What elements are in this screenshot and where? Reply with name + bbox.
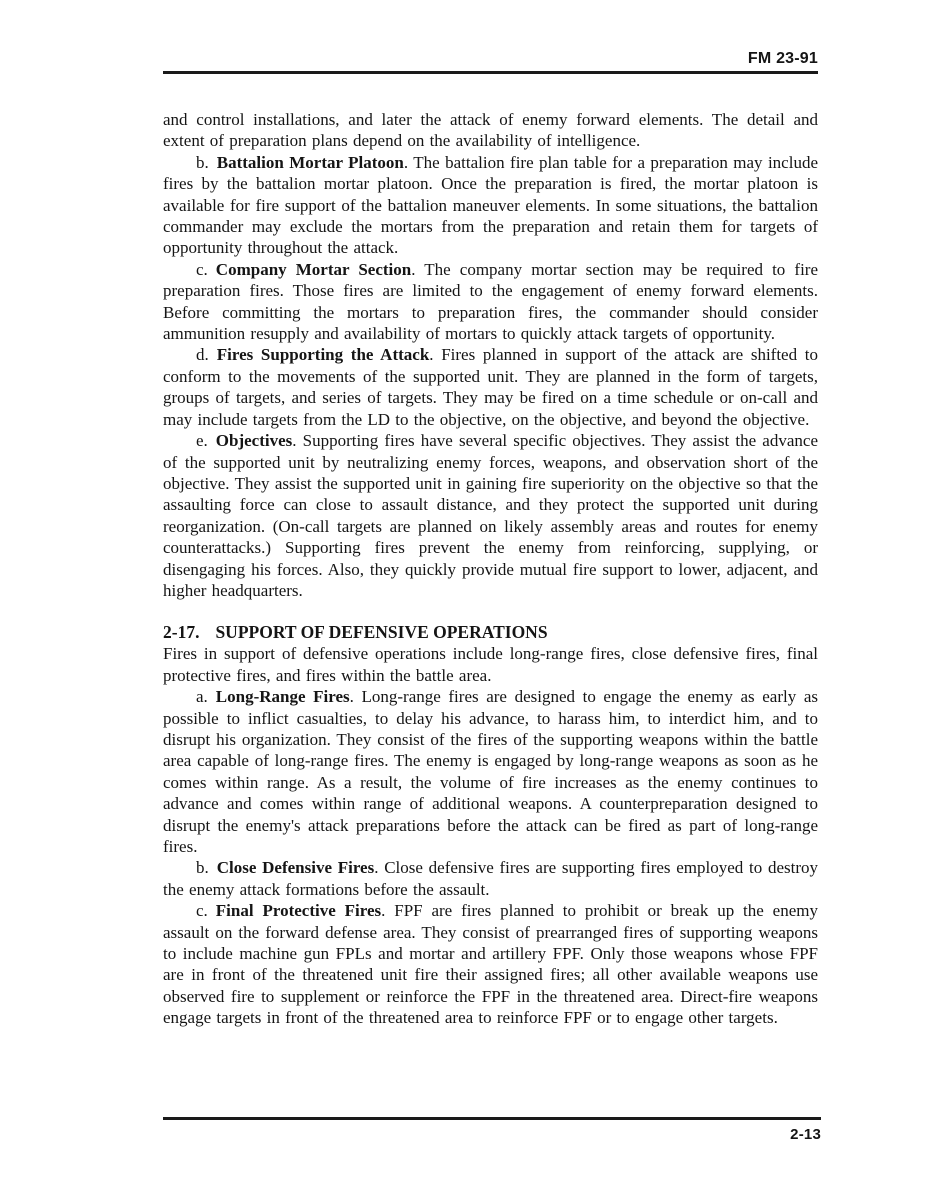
page-header [163,0,818,74]
paragraph-text: . Close defensive fires are supporting fires employed to destroy the enemy attack formations before the assault. [163,858,818,899]
page-footer [163,1117,821,1143]
body-text [163,109,818,1029]
paragraph-text: . The company mortar section may be required to fire preparation fires. Those fires are limited to the engagement of enemy forward elements. Before committing the mortars to preparation fires, the commander should consider ammunition resupply and availability of mortars to quickly attack targets of opportunity. [163,259,818,344]
paragraph-text: . The battalion fire plan table for a preparation may include fires by the battalion mortar platoon. Once the preparation is fired, the mortar platoon is available for fire support of the battalion maneuver elements. In some situations, the battalion commander may exclude the mortars from the preparation and retain them for targets of opportunity throughout the attack. [163,152,818,258]
paragraph [163,152,818,259]
paragraph-lead: b. [196,152,209,172]
paragraph-lead: e. [196,431,208,451]
paragraph [163,900,818,1028]
paragraph [163,109,818,152]
paragraph-lead: a. [196,687,208,707]
paragraph [163,259,818,345]
paragraph-title: Close Defensive Fires [216,858,375,878]
paragraph-text: . Fires planned in support of the attack are shifted to conform to the movements of the supported unit. They are planned in the form of targets, groups of targets, and series of targets. They may be fired on a time schedule or on-call and may include targets from the LD to the objective, on the objective, and beyond the objective. [163,345,818,429]
section-title: SUPPORT OF DEFENSIVE OPERATIONS [215,622,548,643]
section-heading [163,621,818,643]
paragraph-text: Fires in support of defensive operations include long-range fires, close defensive fires, final protective fires, and fires within the battle area. [163,644,818,685]
footer-rule [163,1117,821,1120]
paragraph-title: Company Mortar Section [215,259,412,279]
paragraph [163,686,818,857]
paragraph-text: and control installations, and later the attack of enemy forward elements. The detail and extent of preparation plans depend on the availability of intelligence. [163,110,818,151]
paragraph-text: . Long-range fires are designed to engage the enemy as early as possible to inflict casualties, to delay his advance, to harass him, to interdict him, and to disrupt his organization. They consist of the fires of the supporting weapons within the battle area capable of long-range fires. The enemy is engaged by long-range weapons as soon as he comes within range. As a result, the volume of fire increases as the enemy continues to advance and comes within range of additional weapons. A counterpreparation designed to disrupt the enemy's attack preparations before the attack can be fired as part of long-range fires. [163,687,818,856]
section-number: 2-17. [163,622,200,643]
paragraph-lead: c. [196,901,208,921]
paragraph-title: Long-Range Fires [215,687,350,707]
paragraph-text: . FPF are fires planned to prohibit or break up the enemy assault on the forward defense area. They consist of prearranged fires of supporting weapons to include machine gun FPLs and mortar and artillery FPF. Only those weapons whose FPF are in front of the threatened unit fire their assigned fires; all other available weapons use observed fire to supplement or reinforce the FPF in the threatened area. Direct-fire weapons engage targets in front of the threatened area to reinforce FPF or to engage other targets. [163,901,819,1028]
footer-page-number: 2-13 [790,1126,821,1143]
paragraph [163,430,818,601]
paragraph-title: Battalion Mortar Platoon [216,152,404,172]
paragraph-title: Objectives [215,431,293,451]
paragraph-lead: b. [196,858,209,878]
paragraph [163,857,818,900]
paragraph [163,344,818,430]
paragraph-title: Final Protective Fires [215,901,382,921]
paragraph-lead: c. [196,259,208,279]
paragraph [163,643,818,686]
paragraph-title: Fires Supporting the Attack [216,345,430,365]
header-rule [163,71,818,74]
header-doc-number: FM 23-91 [747,50,818,67]
paragraph-lead: d. [196,345,209,365]
paragraph-text: . Supporting fires have several specific objectives. They assist the advance of the supported unit by neutralizing enemy forces, weapons, and observation short of the objective. They assist the supported unit in gaining fire superiority on the objective so that the assaulting force can close to assault distance, and they protect the supported unit during reorganization. (On-call targets are planned on likely assembly areas and routes for enemy counterattacks.) Supporting fires prevent the enemy from reinforcing, supplying, or disengaging his forces. Also, they quickly provide mutual fire support to lower, adjacent, and higher headquarters. [163,431,818,600]
